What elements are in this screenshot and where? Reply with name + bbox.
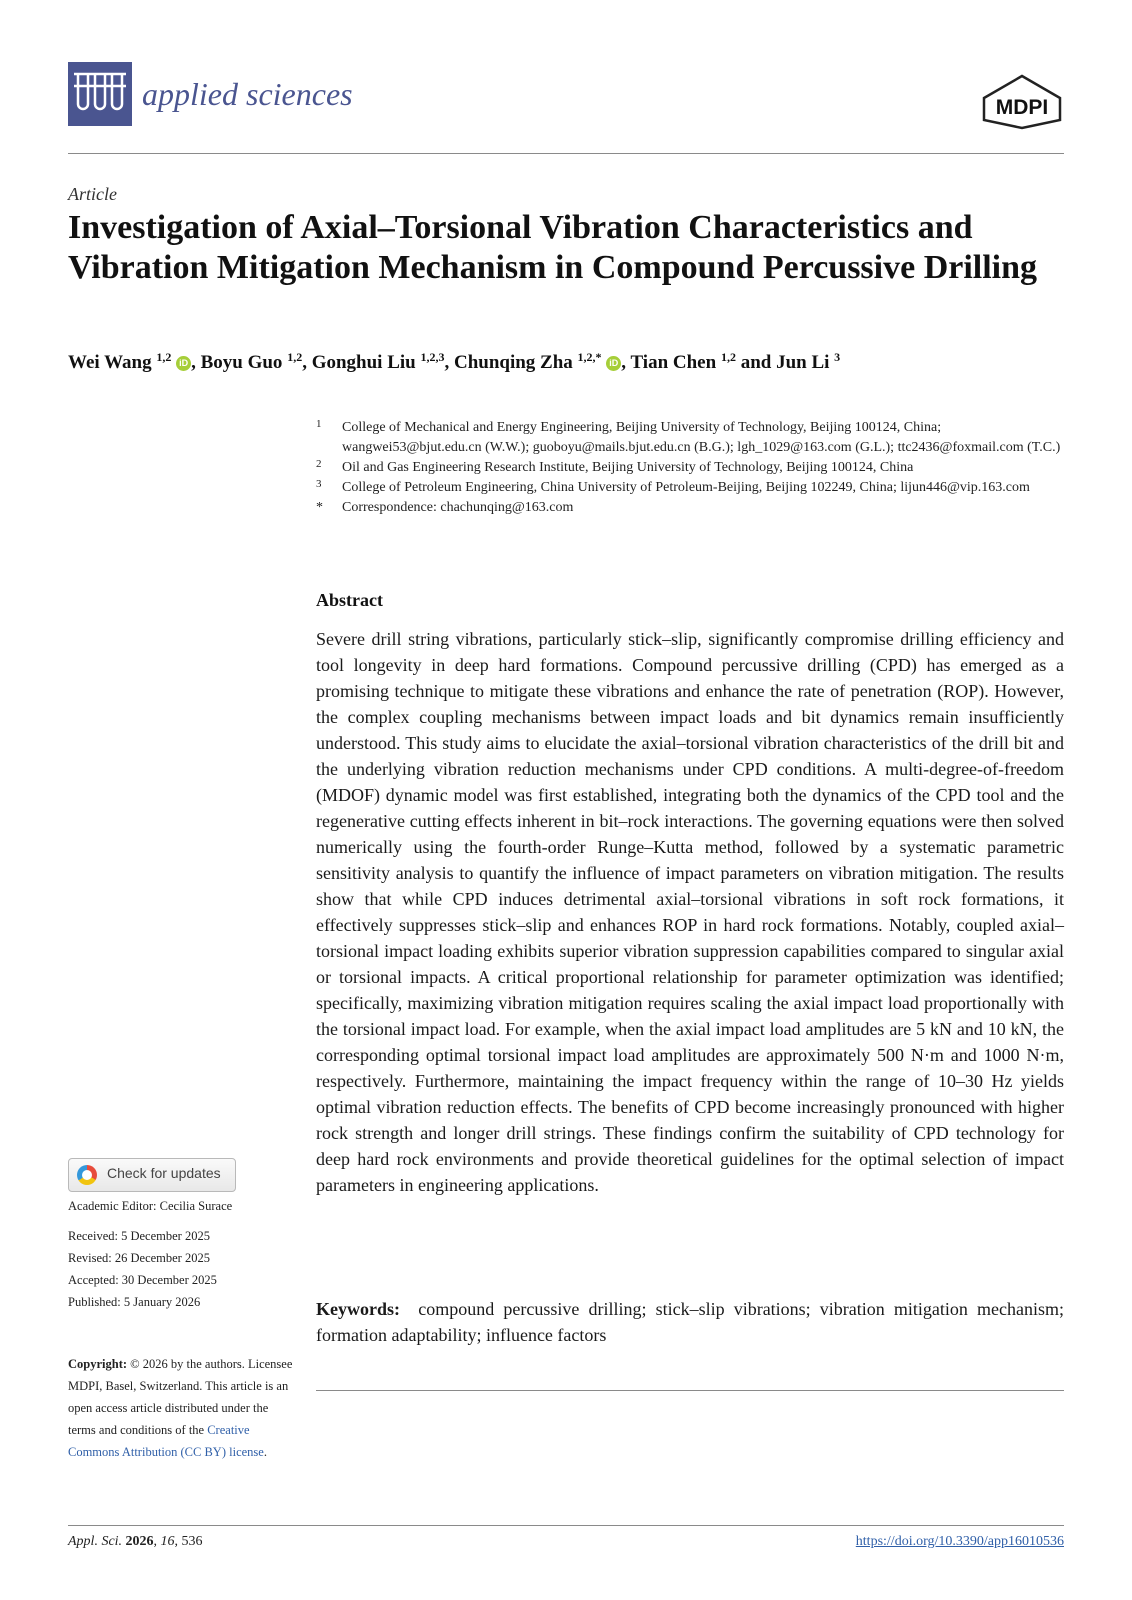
affiliation-item [316,498,1076,518]
author-affiliation-sup: 1,2 [156,350,172,364]
author-name: Tian Chen [630,352,717,373]
check-updates-label: Check for updates [107,1165,221,1181]
copyright-text: © 2026 by the authors. Licensee MDPI, Basel, Switzerland. This article is an open access article distributed under the terms and conditions of the [68,1357,293,1437]
author-separator: , [191,352,201,373]
citation-volume: 16 [160,1534,175,1549]
author-separator: , [621,352,631,373]
author-name: Jun Li [776,352,830,373]
citation-year: 2026 [125,1534,154,1549]
doi-link[interactable]: https://doi.org/10.3390/app16010536 [855,1534,1064,1549]
journal-name[interactable]: applied sciences [142,76,353,112]
mdpi-logo-text: MDPI [995,96,1049,119]
affiliation-number: 2 [316,458,322,470]
citation-footer: Appl. Sci. 2026, 16, 536 [68,1534,203,1549]
keywords [316,1296,1064,1348]
author-and: and [735,352,777,373]
affiliation-text: College of Mechanical and Energy Engineering, Beijing University of Technology, Beijing 100124, China; wangwei53@bjut.edu.cn (W.W.); guoboyu@mails.bjut.edu.cn (B.G.); lgh_1029@163.com (G.L.); ttc2436@foxmail.com (T.C.) [342,420,1061,455]
affiliation-text: College of Petroleum Engineering, China University of Petroleum-Beijing, Beijing 102249, China; lijun446@vip.163.com [342,480,1030,495]
author-affiliation-sup: 1,2 [287,350,303,364]
affiliation-number: 3 [316,478,322,490]
revised-date: Revised: 26 December 2025 [68,1251,210,1265]
keywords-label: Keywords: [316,1299,400,1319]
affiliation-number: * [316,500,323,515]
mdpi-logo[interactable] [980,74,1064,130]
header-divider [68,153,1064,154]
author-affiliation-sup: 1,2 [720,350,736,364]
orcid-icon[interactable]: iD [176,356,191,371]
author-name: Wei Wang [68,352,152,373]
published-date: Published: 5 January 2026 [68,1295,201,1309]
cc-license-link[interactable]: Creative Commons Attribution (CC BY) license [68,1423,264,1459]
affiliation-item [316,458,1076,478]
author-name: Gonghui Liu [311,352,416,373]
affiliation-number: 1 [316,418,322,430]
orcid-icon[interactable]: iD [606,356,621,371]
copyright-label: Copyright: [68,1357,128,1371]
received-date: Received: 5 December 2025 [68,1229,210,1243]
copyright-end: . [263,1445,267,1459]
author-list [68,350,1068,374]
footer-divider [68,1525,1064,1526]
check-for-updates-button[interactable] [68,1158,236,1192]
affiliation-item [316,418,1076,458]
accepted-date: Accepted: 30 December 2025 [68,1273,217,1287]
affiliation-text: Correspondence: chachunqing@163.com [342,500,574,515]
author-affiliation-sup: 3 [834,350,841,364]
paper-title: Investigation of Axial–Torsional Vibration Characteristics and Vibration Mitigation Mechanism in Compound Percussive Drilling [68,209,1038,286]
journal-abbr: Appl. Sci. [68,1534,123,1549]
citation-article-no: 536 [181,1534,203,1549]
academic-editor: Academic Editor: Cecilia Surace [68,1199,233,1213]
abstract-heading: Abstract [316,590,383,610]
check-updates-icon [77,1165,97,1185]
affiliations [316,418,1076,518]
test-tubes-icon [68,62,132,126]
author-affiliation-sup: 1,2,3 [420,350,445,364]
article-type: Article [68,184,117,204]
content-divider [316,1390,1064,1391]
affiliation-text: Oil and Gas Engineering Research Institute, Beijing University of Technology, Beijing 100124, China [342,460,914,475]
author-separator: , [302,352,312,373]
author-separator: , [444,352,454,373]
author-name: Boyu Guo [200,352,283,373]
abstract-text: Severe drill string vibrations, particularly stick–slip, significantly compromise drilling efficiency and tool longevity in deep hard formations. Compound percussive drilling (CPD) has emerged as a promising technique to mitigate these vibrations and enhance the rate of penetration (ROP). However, the complex coupling mechanisms between impact loads and bit dynamics remain insufficiently understood. This study aims to elucidate the axial–torsional vibration characteristics of the drill bit and the underlying vibration reduction mechanisms under CPD conditions. A multi-degree-of-freedom (MDOF) dynamic model was first established, integrating both the dynamics of the CPD tool and the regenerative cutting effects inherent in bit–rock interactions. The governing equations were then solved numerically using the fourth-order Runge–Kutta method, followed by a systematic parametric sensitivity analysis to quantify the influence of impact parameters on vibration mitigation. The results show that while CPD induces detrimental axial–torsional vibrations in soft rock formations, it effectively suppresses stick–slip and enhances ROP in hard rock formations. Notably, coupled axial–torsional impact loading exhibits superior vibration suppression capabilities compared to singular axial or torsional impacts. A critical proportional relationship for parameter optimization was identified; specifically, maximizing vibration mitigation requires scaling the axial impact load proportionally with the torsional impact load. For example, when the axial impact load amplitudes are 5 kN and 10 kN, the corresponding optimal torsional impact load amplitudes are approximately 500 N·m and 1000 N·m, respectively. Furthermore, maintaining the impact frequency within the range of 10–30 Hz yields optimal vibration reduction effects. The benefits of CPD become increasingly pronounced with higher rock strength and longer drill strings. These findings confirm the suitability of CPD technology for deep hard rock environments and provide theoretical guidelines for the optimal selection of impact parameters in engineering applications. [316,629,1064,1195]
copyright-notice [68,1353,298,1463]
journal-header [68,62,1064,130]
journal-logo[interactable] [68,62,132,126]
keywords-text: compound percussive drilling; stick–slip vibrations; vibration mitigation mechanism; formation adaptability; influence factors [316,1299,1065,1345]
affiliation-item [316,478,1076,498]
author-name: Chunqing Zha [453,352,573,373]
author-affiliation-sup: 1,2,* [577,350,602,364]
